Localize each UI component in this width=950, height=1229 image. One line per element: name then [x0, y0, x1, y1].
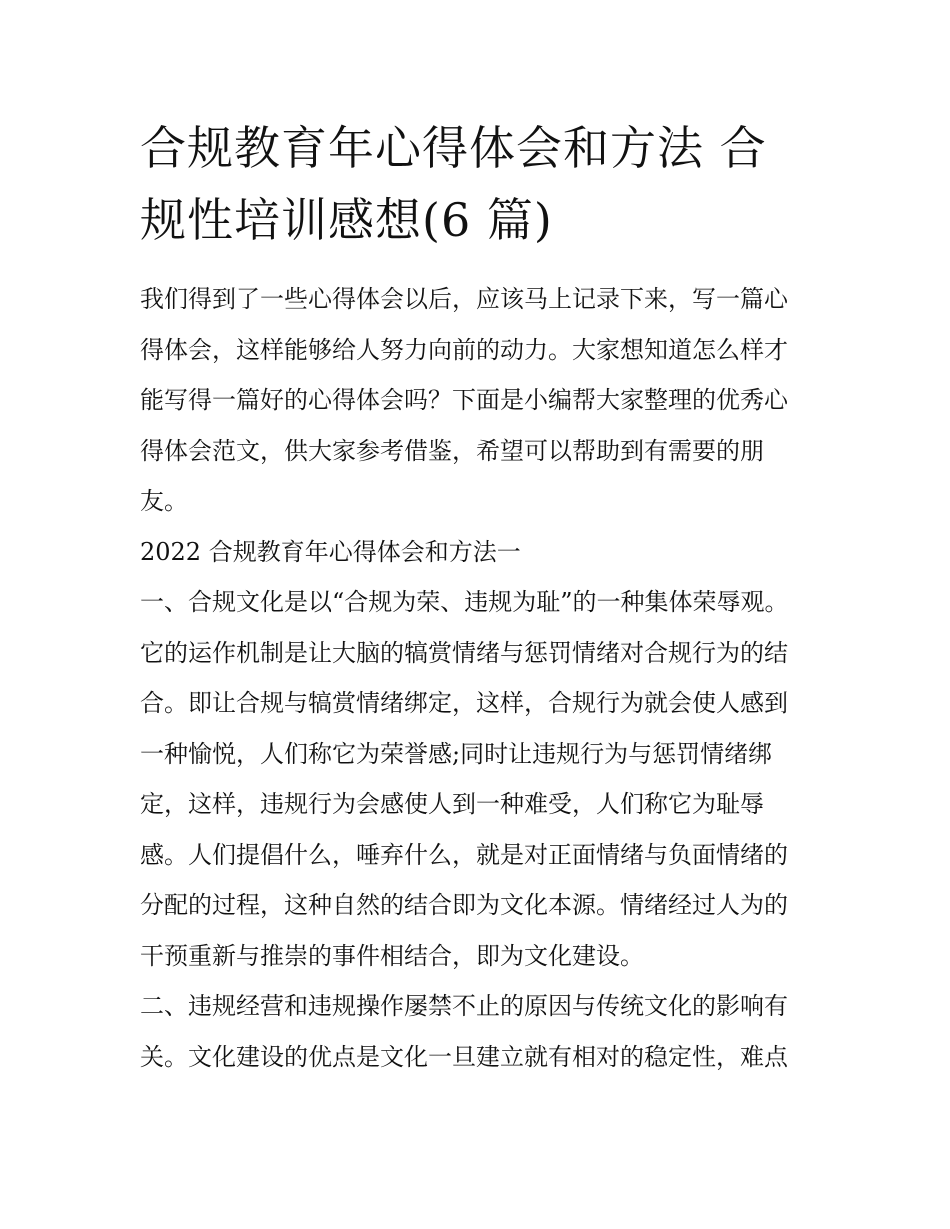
title-line: 规性培训感想(6 篇)	[140, 193, 553, 247]
body-line: 我们得到了一些心得体会以后，应该马上记录下来，写一篇心	[140, 285, 788, 313]
body-line: 一、合规文化是以“合规为荣、违规为耻”的一种集体荣辱观。	[140, 588, 789, 616]
body-line: 它的运作机制是让大脑的犒赏情绪与惩罚情绪对合规行为的结	[140, 638, 788, 667]
body-line: 友。	[140, 487, 188, 515]
document-page	[140, 112, 812, 1082]
document-body	[140, 274, 812, 1082]
body-line: 分配的过程，这种自然的结合即为文化本源。情绪经过人为的	[140, 891, 788, 919]
body-line: 能写得一篇好的心得体会吗？下面是小编帮大家整理的优秀心	[140, 386, 788, 414]
document-title	[140, 112, 812, 256]
body-line: 二、违规经营和违规操作屡禁不止的原因与传统文化的影响有	[140, 992, 788, 1020]
title-line: 合规教育年心得体会和方法 合	[140, 121, 767, 175]
body-line: 感。人们提倡什么，唾弃什么，就是对正面情绪与负面情绪的	[140, 840, 788, 869]
body-line: 得体会，这样能够给人努力向前的动力。大家想知道怎么样才	[140, 335, 788, 364]
section-heading: 2022 合规教育年心得体会和方法一	[140, 537, 521, 566]
body-line: 干预重新与推崇的事件相结合，即为文化建设。	[140, 941, 644, 970]
body-line: 定，这样，违规行为会感使人到一种难受，人们称它为耻辱	[140, 790, 764, 818]
body-line: 得体会范文，供大家参考借鉴，希望可以帮助到有需要的朋	[140, 436, 764, 465]
body-line: 关。文化建设的优点是文化一旦建立就有相对的稳定性，难点	[140, 1042, 788, 1071]
body-line: 合。即让合规与犒赏情绪绑定，这样，合规行为就会使人感到	[140, 689, 788, 717]
body-line: 一种愉悦，人们称它为荣誉感;同时让违规行为与惩罚情绪绑	[140, 739, 773, 768]
